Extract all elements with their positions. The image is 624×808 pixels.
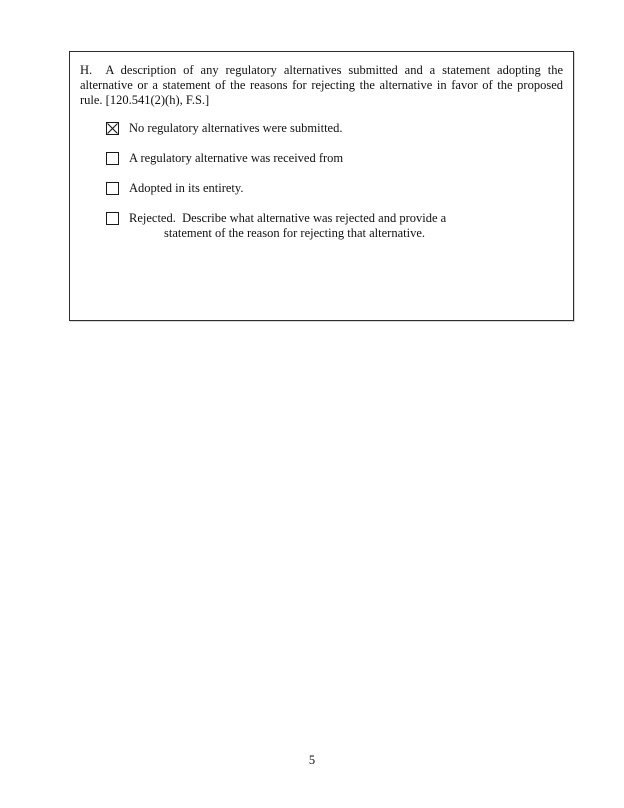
checkbox-unchecked-icon[interactable]: [106, 182, 119, 195]
option-alternative-received: [106, 151, 559, 166]
options-list: [70, 121, 573, 241]
checkbox-unchecked-icon[interactable]: [106, 152, 119, 165]
section-heading: H. A description of any regulatory alternatives submitted and a statement adopting the alternative or a statement of the reasons for rejecting the alternative in favor of the proposed rule. [120.541(2)(h), F.S.]: [80, 63, 563, 107]
option-no-alternatives-submitted: [106, 121, 559, 136]
option-label: Adopted in its entirety.: [129, 181, 244, 195]
checkbox-checked-icon[interactable]: [106, 122, 119, 135]
checkbox-unchecked-icon[interactable]: [106, 212, 119, 225]
option-label: [129, 211, 446, 241]
section-h-box: [69, 51, 574, 321]
option-label: A regulatory alternative was received from: [129, 151, 344, 165]
page-number: 5: [308, 753, 316, 767]
option-rejected-line1: Rejected. Describe what alternative was rejected and provide a: [129, 211, 447, 225]
option-rejected-line2: statement of the reason for rejecting that alternative.: [164, 226, 425, 240]
option-label: No regulatory alternatives were submitted.: [129, 121, 343, 135]
option-adopted-entirety: [106, 181, 559, 196]
option-rejected: [106, 211, 559, 241]
